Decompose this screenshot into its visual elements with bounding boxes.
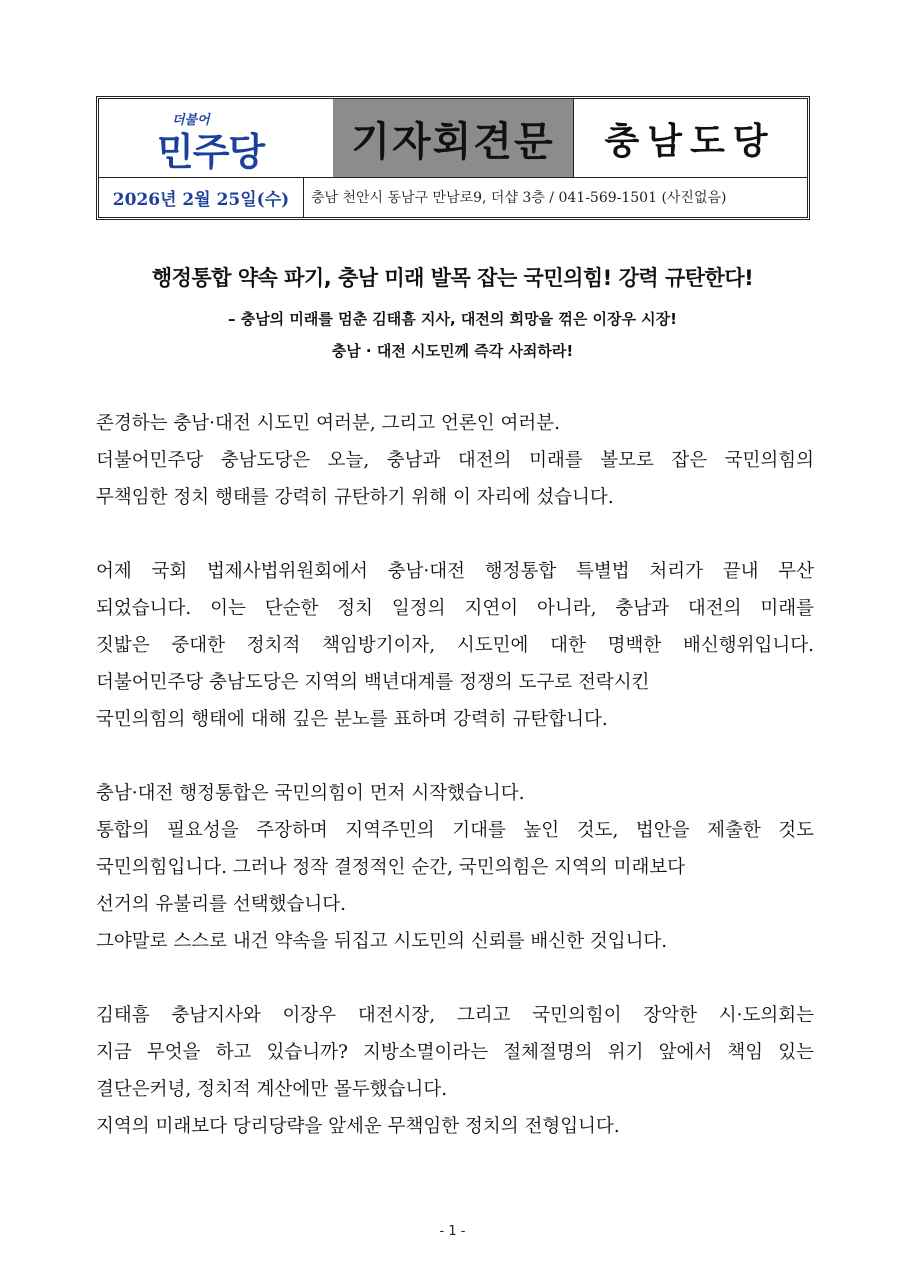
text-line: 더불어민주당 충남도당은 오늘, 충남과 대전의 미래를 볼모로 잡은 국민의힘의	[96, 450, 814, 471]
party-logo	[99, 99, 334, 177]
text-line: 선거의 유불리를 선택했습니다.	[96, 894, 346, 915]
text-line: 국민의힘의 행태에 대해 깊은 분노를 표하며 강력히 규탄합니다.	[96, 709, 608, 730]
logo-main-text: 민주당	[157, 130, 265, 174]
letterhead-top-row	[99, 99, 807, 178]
text-line: 결단은커녕, 정치적 계산에만 몰두했습니다.	[96, 1079, 448, 1100]
text-line: 김태흠 충남지사와 이장우 대전시장, 그리고 국민의힘이 장악한 시·도의회는	[96, 1005, 814, 1026]
text-line: 국민의힘입니다. 그러나 정작 결정적인 순간, 국민의힘은 지역의 미래보다	[96, 857, 686, 878]
headline-title: 행정통합 약속 파기, 충남 미래 발목 잡는 국민의힘! 강력 규탄한다!	[151, 266, 754, 290]
text-line: 되었습니다. 이는 단순한 정치 일정의 지연이 아니라, 충남과 대전의 미래를	[96, 598, 814, 619]
body-text	[96, 405, 814, 1182]
text-line: 어제 국회 법제사법위원회에서 충남·대전 행정통합 특별법 처리가 끝내 무산	[96, 561, 814, 582]
release-date: 2026년 2월 25일(수)	[99, 177, 304, 217]
headline-subtitle-1: – 충남의 미래를 멈춘 김태흠 지사, 대전의 희망을 꺾은 이장우 시장!	[227, 310, 677, 328]
text-line: 짓밟은 중대한 정치적 책임방기이자, 시도민에 대한 명백한 배신행위입니다.	[96, 635, 814, 656]
text-line: 지역의 미래보다 당리당략을 앞세운 무책임한 정치의 전형입니다.	[96, 1116, 620, 1137]
letterhead	[96, 96, 810, 220]
address-contact: 충남 천안시 동남구 만남로9, 더샵 3층 / 041-569-1501 (사진없음)	[311, 190, 727, 206]
headline-subtitle-2: 충남 · 대전 시도민께 즉각 사죄하라!	[331, 342, 574, 360]
text-line: 그야말로 스스로 내건 약속을 뒤집고 시도민의 신뢰를 배신한 것입니다.	[96, 931, 668, 952]
paragraph	[96, 553, 814, 738]
letterhead-bottom-row	[99, 177, 807, 217]
organization-name: 충남도당	[604, 120, 776, 162]
document-type: 기자회견문	[351, 117, 555, 165]
paragraph	[96, 775, 814, 960]
logo-small-text: 더불어	[172, 113, 210, 128]
text-line: 충남·대전 행정통합은 국민의힘이 먼저 시작했습니다.	[96, 783, 525, 804]
text-line: 존경하는 충남·대전 시도민 여러분, 그리고 언론인 여러분.	[96, 413, 560, 434]
page-number: - 1 -	[439, 1224, 466, 1239]
organization-cell	[573, 99, 807, 177]
document-type-cell	[333, 99, 574, 177]
paragraph	[96, 405, 814, 516]
text-line: 통합의 필요성을 주장하며 지역주민의 기대를 높인 것도, 법안을 제출한 것도	[96, 820, 814, 841]
text-line: 무책임한 정치 행태를 강력히 규탄하기 위해 이 자리에 섰습니다.	[96, 487, 614, 508]
text-line: 지금 무엇을 하고 있습니까? 지방소멸이라는 절체절명의 위기 앞에서 책임 있는	[96, 1042, 814, 1063]
paragraph	[96, 997, 814, 1145]
text-line: 더불어민주당 충남도당은 지역의 백년대계를 정쟁의 도구로 전락시킨	[96, 672, 650, 693]
